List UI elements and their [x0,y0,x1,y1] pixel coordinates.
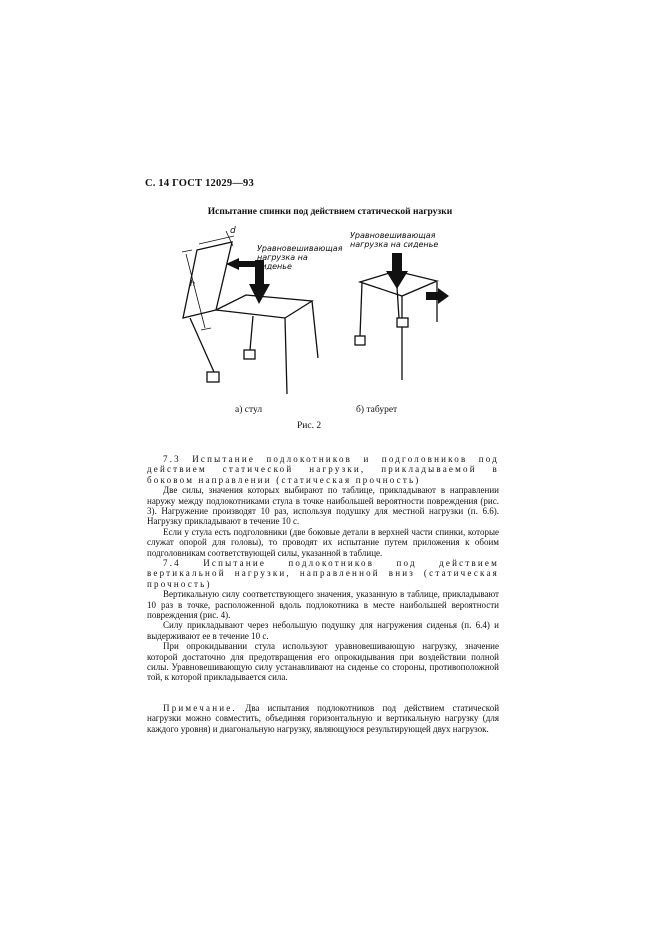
section-7-4-heading [147,558,499,589]
note [147,703,499,734]
section-7-4 [147,558,499,683]
section-7-4-number: 7.4 [163,558,181,568]
section-7-4-paragraph-3: При опрокидывании стула используют уравновешивающую нагрузку, значение которой достаточно для предотвращения его опрокидывания при воздействии полной силы. Уравновешивающую силу устанавливают на сиденье со стороны, противоположной той, к которой прикладывается сила. [147,641,499,683]
caption-chair: а) стул [235,405,263,415]
section-7-3-heading [147,454,499,485]
dim-d-label: d [230,226,236,236]
dim-h-label: h [190,279,196,288]
section-7-4-paragraph-2: Силу прикладывают через небольшую подушку для нагружения сиденья (п. 6.4) и выдерживают ее в течение 10 с. [147,620,499,641]
section-7-3-title: Испытание подлокотников и подголовников под действием статической нагрузки, прикладываемой в боковом направлении (статическая прочность) [147,454,499,485]
note-label: Примечание. [163,703,237,713]
stool-load-label: Уравновешивающая нагрузка на сиденье [350,231,439,249]
section-7-3-number: 7.3 [163,454,181,464]
figure-2-drawing [0,0,661,420]
note-text: Два испытания подлокотников под действием статической нагрузки можно совместить, объединяя горизонтальную и вертикальную нагрузку (для каждого уровня) и диагональную нагрузку, являющуюся результирующей двух нагрузок. [147,703,500,734]
section-7-4-title: Испытание подлокотников под действием вертикальной нагрузки, направленной вниз (статическая прочность) [147,558,500,589]
section-7-3-paragraph-2: Если у стула есть подголовники (две боковые детали в верхней части спинки, которые служат опорой для головы), то проводят их испытание путем приложения к обоим подголовникам соответствующей силы, указанной в таблице. [147,526,499,558]
figure-number: Рис. 2 [297,421,322,431]
section-7-4-paragraph-1: Вертикальную силу соответствующего значения, указанную в таблице, прикладывают 10 раз в точке, расположенной вдоль подлокотника в месте наибольшей вероятности повреждения (рис. 4). [147,589,499,621]
chair-load-label: Уравновешивающая нагрузка на сиденье [257,244,343,271]
figure-title: Испытание спинки под действием статической нагрузки [207,207,453,217]
caption-stool: б) табурет [356,405,398,415]
section-7-3-paragraph-1: Две силы, значения которых выбирают по таблице, прикладывают в направлении наружу между подлокотниками стула в точке наибольшей вероятности повреждения (рис. 3). Нагружение производят 10 раз, используя подушку для местной нагрузки (п. 6.6). Нагрузку прикладывают в течение 10 с. [147,485,499,527]
section-7-3 [147,454,499,558]
page-header: С. 14 ГОСТ 12029—93 [145,178,254,189]
